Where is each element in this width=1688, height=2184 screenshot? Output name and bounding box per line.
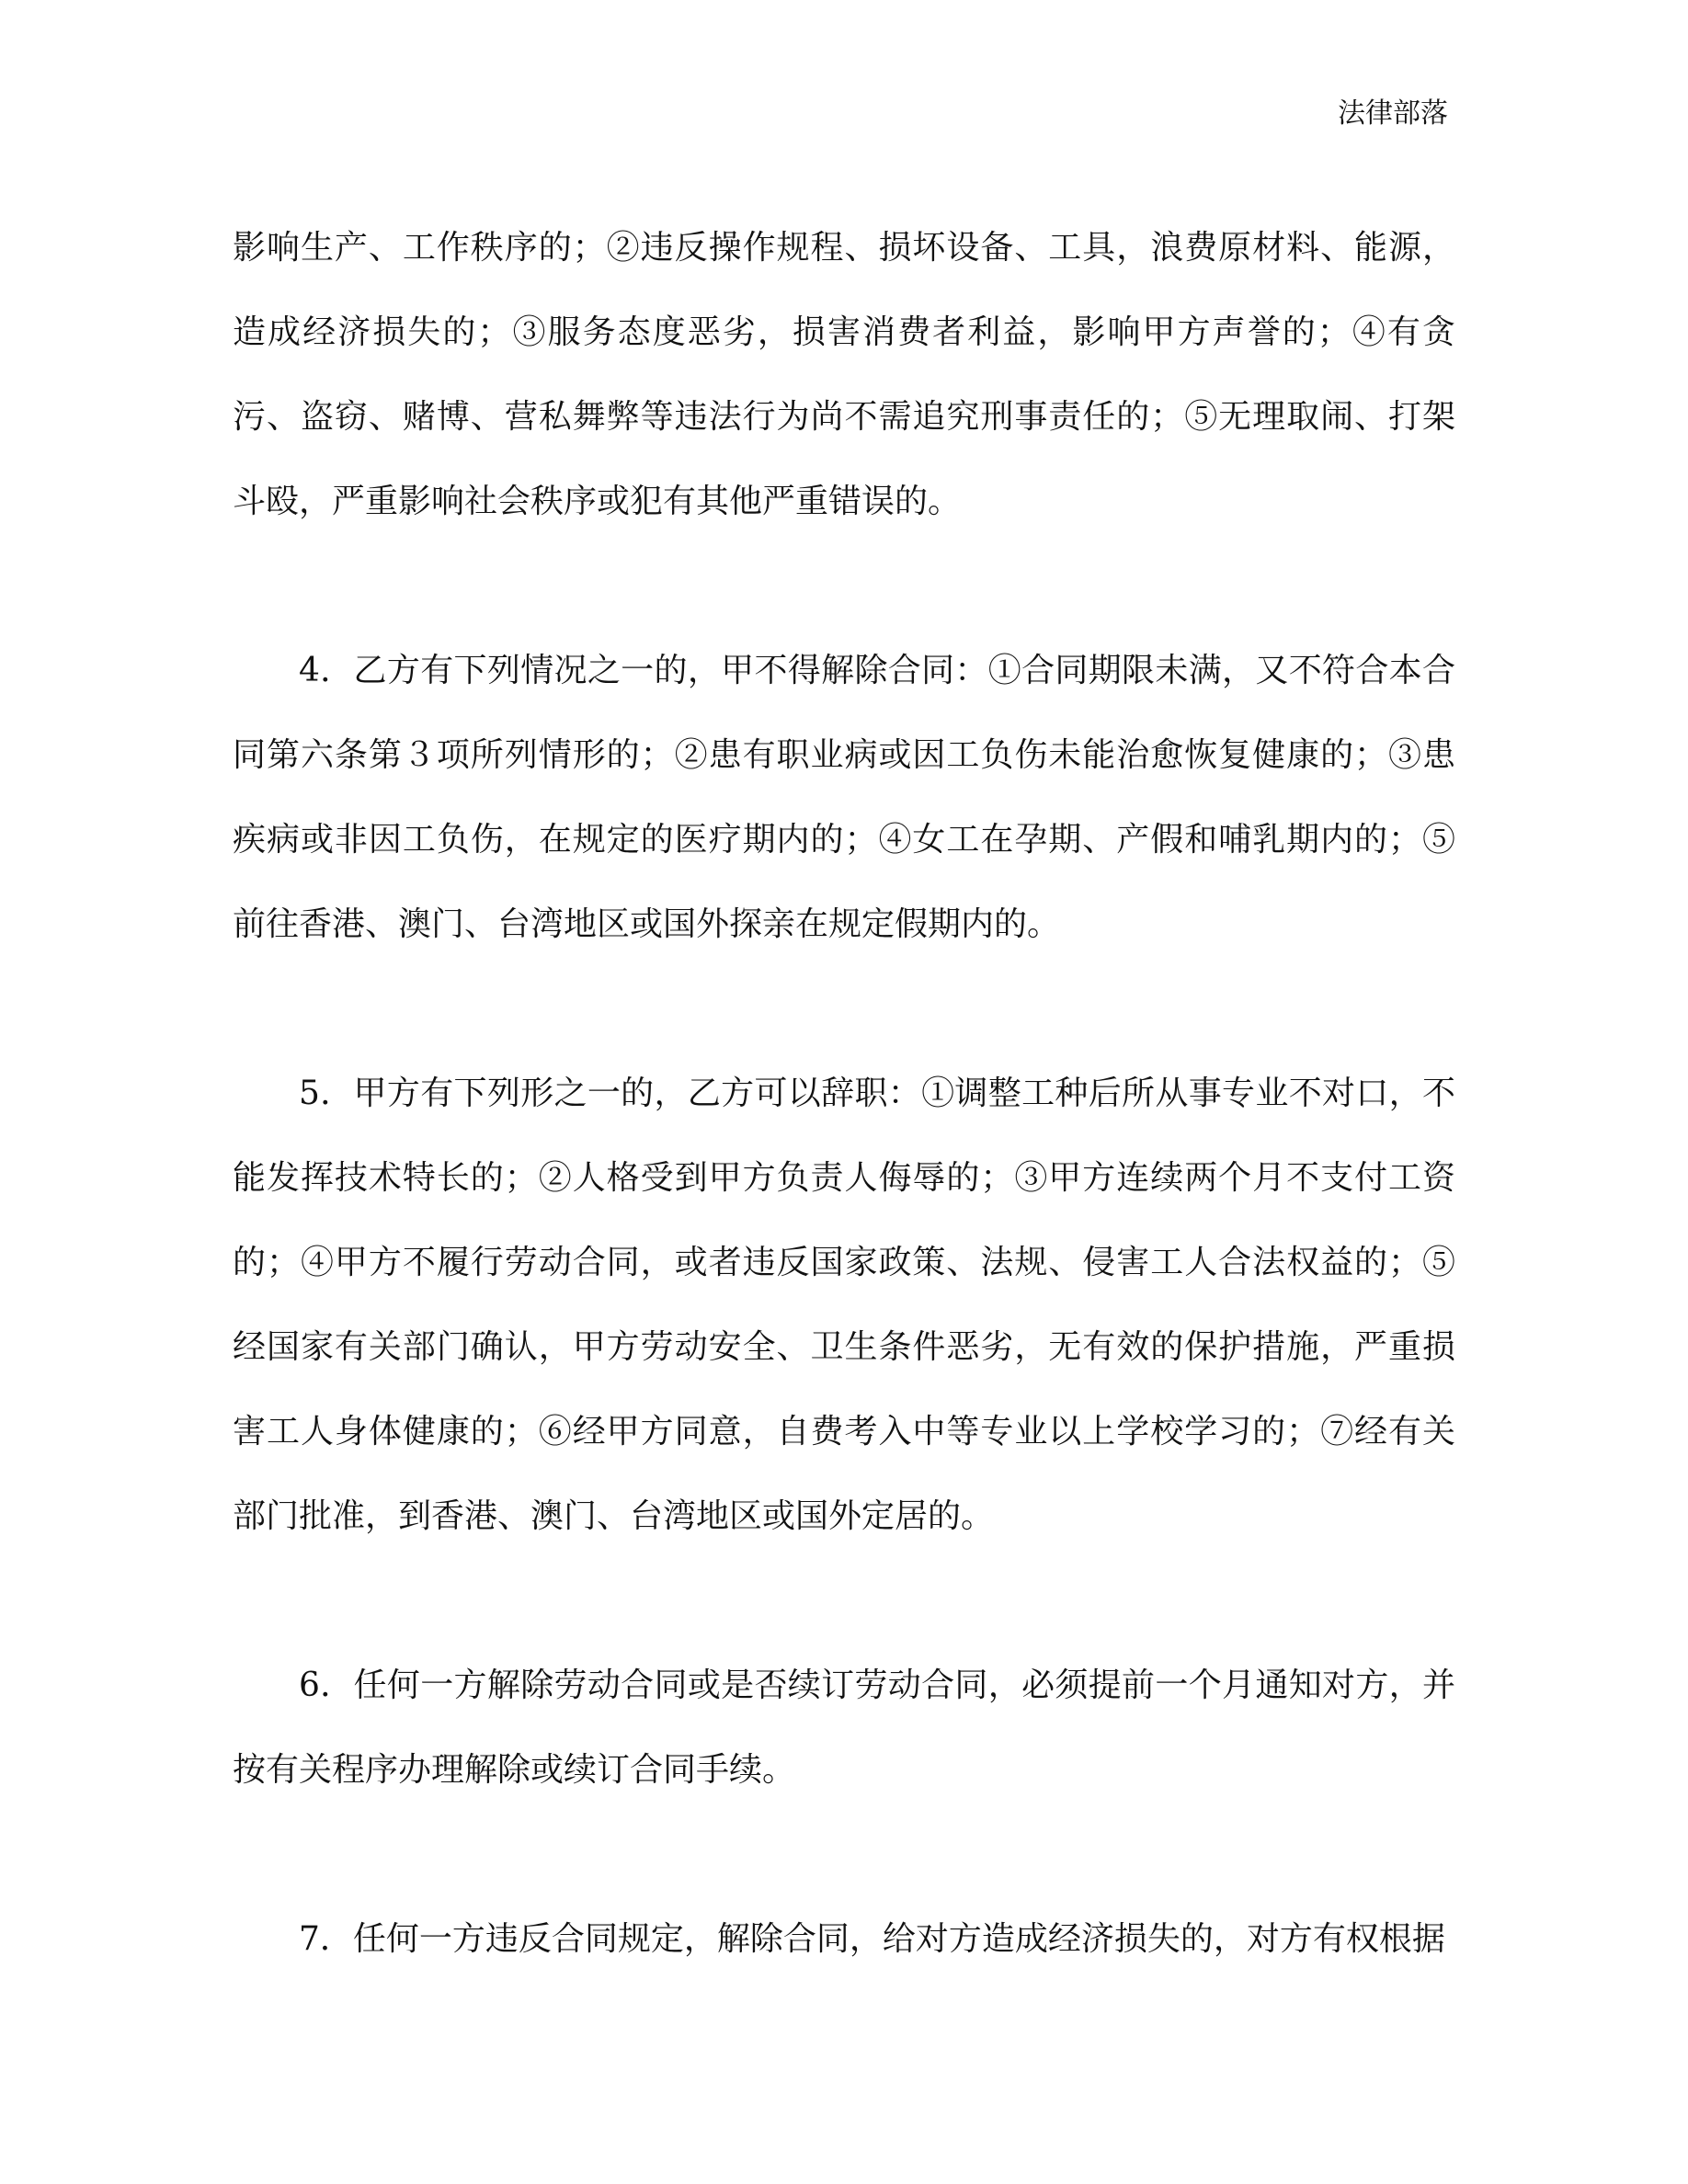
document-body xyxy=(233,206,1455,1982)
paragraph-item-7: 7．任何一方违反合同规定，解除合同，给对方造成经济损失的，对方有权根据 xyxy=(299,1920,1445,1958)
paragraph-continuation: 影响生产、工作秩序的；②违反操作规程、损坏设备、工具，浪费原材料、能源，造成经济损失的；③服务态度恶劣，损害消费者利益，影响甲方声誉的；④有贪污、盗窃、赌博、营私舞弊等违法行为尚不需追究刑事责任的；⑤无理取闹、打架斗殴，严重影响社会秩序或犯有其他严重错误的。 xyxy=(233,229,1455,520)
paragraph-gap xyxy=(233,544,1455,629)
header-site-name: 法律部落 xyxy=(1338,97,1448,130)
paragraph-item-5: 5．甲方有下列形之一的，乙方可以辞职：①调整工种后所从事专业不对口，不能发挥技术特长的；②人格受到甲方负责人侮辱的；③甲方连续两个月不支付工资的；④甲方不履行劳动合同，或者违反国家政策、法规、侵害工人合法权益的；⑤经国家有关部门确认，甲方劳动安全、卫生条件恶劣，无有效的保护措施，严重损害工人身体健康的；⑥经甲方同意，自费考入中等专业以上学校学习的；⑦经有关部门批准，到香港、澳门、台湾地区或国外定居的。 xyxy=(233,1075,1455,1535)
paragraph-gap xyxy=(233,967,1455,1052)
paragraph-gap xyxy=(233,1559,1455,1644)
paragraph-item-6: 6．任何一方解除劳动合同或是否续订劳动合同，必须提前一个月通知对方，并按有关程序办理解除或续订合同手续。 xyxy=(233,1666,1455,1789)
paragraph-item-4: 4．乙方有下列情况之一的，甲不得解除合同：①合同期限未满，又不符合本合同第六条第３项所列情形的；②患有职业病或因工负伤未能治愈恢复健康的；③患疾病或非因工负伤，在规定的医疗期内的；④女工在孕期、产假和哺乳期内的；⑤前往香港、澳门、台湾地区或国外探亲在规定假期内的。 xyxy=(233,652,1455,943)
paragraph-gap xyxy=(233,1813,1455,1897)
page-header xyxy=(1338,96,1448,132)
